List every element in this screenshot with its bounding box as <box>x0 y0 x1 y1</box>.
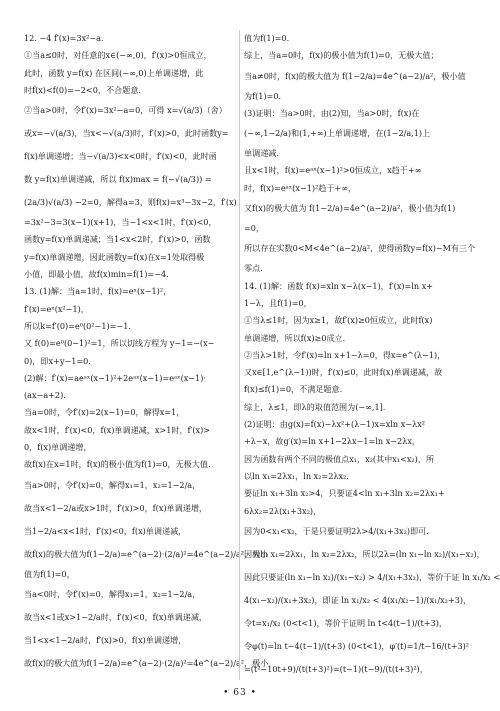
text-line: 当a<0时，令f′(x)=0，解得x₁=1，x₂=1−2/a， <box>24 588 201 599</box>
text-line: (ax−a+2). <box>24 390 66 401</box>
text-line: 时，f(x)=eᵃˣ(x−1)²趋于+∞， <box>244 182 357 193</box>
text-line: 综上，λ≤1，即λ的取值范围为(−∞,1]. <box>244 401 386 412</box>
text-line: 0)，即x+y−1=0. <box>24 355 91 366</box>
text-line: 6λx₂=2λ(x₁+3x₂)， <box>244 505 322 516</box>
text-line: 故x<1时，f′(x)<0，f(x)单调递减，x>1时，f′(x)> <box>24 424 211 435</box>
text-line: 令φ(t)=ln t−4(t−1)/(t+3) (0<t<1)，φ′(t)=1/t−16/(t+3)² <box>244 640 470 651</box>
text-line: 又x∈[1,e^(λ−1))时，f′(x)≤0，此时f(x)单调递减，故 <box>244 367 443 378</box>
text-line: (2)解：f′(x)=aeᵃˣ(x−1)²+2eᵃˣ(x−1)=eᵃˣ(x−1)· <box>24 372 206 383</box>
text-line: 所以存在实数0<M<4e^(a−2)/a²，使得函数y=f(x)−M有三个 <box>244 243 476 254</box>
text-line: y=f(x)单调递增，因此函数y=f(x)在x=1处取得极 <box>24 251 205 262</box>
text-line: 当a=0时，令f′(x)=2(x−1)=0，解得x=1， <box>24 407 185 418</box>
text-line: 故当x<1−2/a或x>1时，f′(x)>0，f(x)单调递增， <box>24 502 208 513</box>
text-line: f(x)≤f(1)=0，不满足题意. <box>244 384 343 395</box>
text-line: 故f(x)在x=1时，f(x)的极小值为f(1)=0，无极大值. <box>24 459 211 470</box>
text-line: 故当x<1或x>1−2/a时，f′(x)<0，f(x)单调递减， <box>24 611 208 622</box>
text-line: 0，f(x)单调递增， <box>24 442 92 453</box>
text-line: 当1−2/a<x<1时，f′(x)<0，f(x)单调递减， <box>24 525 187 536</box>
text-line: 以ln x₁=2λx₁，ln x₂=2λx₂. <box>244 470 349 481</box>
column-divider <box>239 30 240 680</box>
text-line: 因为ln x₁=2λx₁，ln x₂=2λx₂，所以2λ=(ln x₁−ln x₂)/(x₁−x₂)， <box>244 548 485 559</box>
text-line: f(x)单调递增；当−√(a/3)<x<0时，f′(x)<0，此时函 <box>24 151 217 162</box>
text-line: 故f(x)的极大值为f(1−2/a)=e^(a−2)·(2/a)²=4e^(a−2)/a²，极小 <box>24 657 269 668</box>
text-line: 故f(x)的极大值为f(1−2/a)=e^(a−2)·(2/a)²=4e^(a−2)/a²，极小 <box>24 548 269 559</box>
text-line: ②当λ>1时，令f′(x)=ln x+1−λ=0，得x=e^(λ−1)， <box>244 349 446 360</box>
text-line: (3)证明：当a>0时，由(2)知，当a>0时，f(x)在 <box>244 107 420 118</box>
text-line: 单调递增，所以f(x)≥0成立. <box>244 332 346 343</box>
text-line: 当a>0时，令f′(x)=0，解得x₁=1，x₂=1−2/a， <box>24 479 201 490</box>
text-line: 综上，当a=0时，f(x)的极小值为f(1)=0，无极大值； <box>244 50 439 61</box>
text-line: 零点. <box>244 263 263 274</box>
text-line: +λ−x，故g′(x)=ln x+1−2λx−1=ln x−2λx， <box>244 436 420 447</box>
text-line: 值为f(1)=0. <box>244 33 290 43</box>
text-line: =3x²−3=3(x−1)(x+1)，当−1<x<1时，f′(x)<0， <box>24 217 217 228</box>
text-line: 因为0<x₁<x₂，于是只要证明2λ>4/(x₁+3x₂)即可. <box>244 525 429 536</box>
text-line: 或x=−√(a/3)，当x<−√(a/3)时，f′(x)>0，此时函数y= <box>24 128 229 139</box>
text-line: 当1<x<1−2/a时，f′(x)>0，f(x)单调递增， <box>24 634 187 645</box>
text-line: 当a≠0时，f(x)的极大值为 f(1−2/a)=4e^(a−2)/a²，极小值 <box>244 70 466 81</box>
text-line: 数 y=f(x)单调递减，所以 f(x)max = f(−√(a/3)) = <box>24 174 212 185</box>
page-number: • 63 • <box>223 688 257 698</box>
text-line: 1−λ，且f(1)=0， <box>244 297 312 308</box>
text-line: 又 f(0)=e⁰(0−1)²=1，所以切线方程为 y−1=−(x− <box>24 338 215 349</box>
problem-heading: 14. (1)解：函数 f(x)=xln x−λ(x−1)，f′(x)=ln x+ <box>244 280 434 291</box>
text-line: ①当a≤0时，对任意的x∈(−∞,0)，f′(x)>0恒成立， <box>24 50 212 61</box>
text-line: 因此只要证(ln x₁−ln x₂)/(x₁−x₂) > 4/(x₁+3x₂)，等价于证 ln x₁/x₂ < <box>244 571 500 582</box>
text-line: ②当a>0时，令f′(x)=3x²−a=0，可得 x=√(a/3)（舍） <box>24 105 227 116</box>
text-line: 值为f(1)=0， <box>24 568 75 579</box>
text-line: 单调递减. <box>244 148 279 159</box>
right-column <box>244 30 500 681</box>
text-line: 为f(1)=0. <box>244 90 282 101</box>
text-line: ①当λ≤1时，因为x≥1，故f′(x)≥0恒成立，此时f(x) <box>244 315 433 326</box>
text-line: 函数y=f(x)单调递减；当1<x<2时，f′(x)>0，函数 <box>24 234 211 245</box>
text-line: 12. −4 f′(x)=3x²−a. <box>24 33 104 43</box>
text-line: (2)证明：由g(x)=f(x)−λx²+(λ−1)x=xln x−λx² <box>244 419 426 430</box>
text-line: 所以k=f′(0)=e⁰(0²−1)=−1. <box>24 320 131 331</box>
text-line: 且x<1时，f(x)=eᵃˣ(x−1)²>0恒成立，x趋于+∞ <box>244 165 422 176</box>
text-line: (2a/3)√(a/3) −2=0，解得a=3，则f(x)=x³−3x−2，f′(x) <box>24 197 237 208</box>
problem-heading: 13. (1)解：当a=1时，f(x)=eˣ(x−1)²， <box>24 286 172 297</box>
text-line: (−∞,1−2/a)和(1,+∞)上单调递增，在(1−2/a,1)上 <box>244 128 431 139</box>
text-line: f′(x)=eˣ(x²−1)， <box>24 303 89 314</box>
text-line: 要证ln x₁+3ln x₂>4，只要证4<ln x₁+3ln x₂=2λx₁+ <box>244 488 445 499</box>
text-line: 因为函数有两个不同的极值点x₁，x₂(其中x₁<x₂)，所 <box>244 453 435 464</box>
text-line: 又f(x)的极大值为 f(1−2/a)=4e^(a−2)/a²，极小值为f(1) <box>244 203 456 214</box>
text-line: 4(x₁−x₂)/(x₁+3x₂)，即证 ln x₁/x₂ < 4(x₁/x₂−1)/(x₁/x₂+3)， <box>244 594 472 605</box>
text-line: =0， <box>244 223 265 234</box>
text-line: 小值，即最小值，故f(x)min=f(1)=−4. <box>24 269 169 280</box>
text-line: =(t²−10t+9)/(t(t+3)²)=(t−1)(t−9)/(t(t+3)²)， <box>244 663 428 674</box>
text-line: 此时，函数 y=f(x) 在区间(−∞,0)上单调递增，此 <box>24 67 204 78</box>
text-line: 时f(x)<f(0)=−2<0，不合题意. <box>24 84 141 95</box>
text-line: 令t=x₁/x₂ (0<t<1)，等价于证明 ln t<4(t−1)/(t+3)， <box>244 617 447 628</box>
